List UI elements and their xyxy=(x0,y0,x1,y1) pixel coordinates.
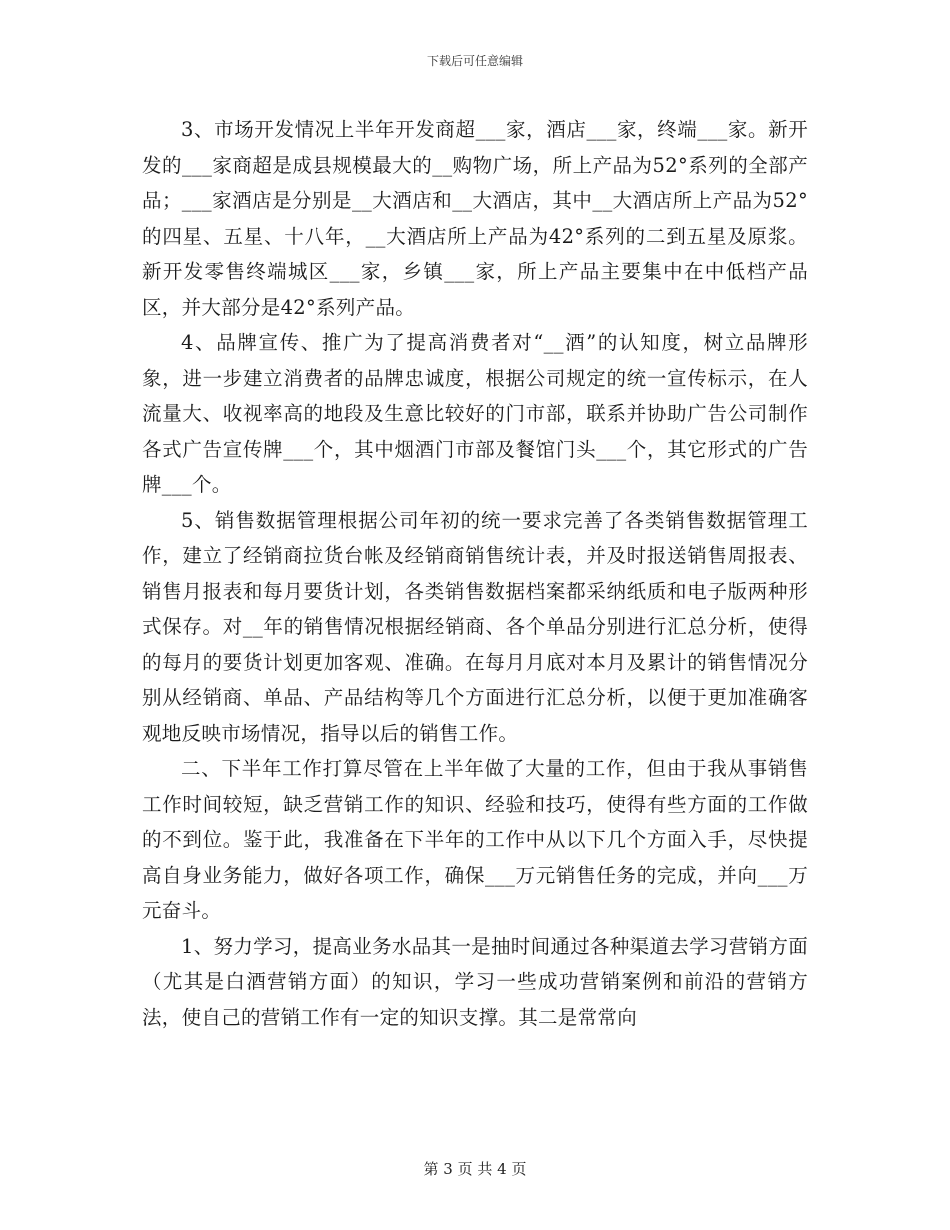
page-header-note: 下载后可任意编辑 xyxy=(426,54,523,68)
page-number: 第 3 页 共 4 页 xyxy=(423,1160,527,1178)
paragraph-brand-promotion: 4、品牌宣传、推广为了提高消费者对“__酒”的认知度，树立品牌形象，进一步建立消费者的品牌忠诚度，根据公司规定的统一宣传标示，在人流量大、收视率高的地段及生意比较好的门市部，联系并协助广告公司制作各式广告宣传牌___个，其中烟酒门市部及餐馆门头___个，其它形式的广告牌___个。 xyxy=(142,331,808,496)
paragraph-sales-data-management: 5、销售数据管理根据公司年初的统一要求完善了各类销售数据管理工作，建立了经销商拉货台帐及经销商销售统计表，并及时报送销售周报表、销售月报表和每月要货计划，各类销售数据档案都采纳纸质和电子版两种形式保存。对__年的销售情况根据经销商、各个单品分别进行汇总分析，使得的每月的要货计划更加客观、准确。在每月月底对本月及累计的销售情况分别从经销商、单品、产品结构等几个方面进行汇总分析，以便于更加准确客观地反映市场情况，指导以后的销售工作。 xyxy=(142,508,808,745)
document-body xyxy=(142,112,808,1035)
paragraph-market-development: 3、市场开发情况上半年开发商超___家，酒店___家，终端___家。新开发的___家商超是成县规模最大的__购物广场，所上产品为52°系列的全部产品；___家酒店是分别是__大酒店和__大酒店，其中__大酒店所上产品为52°的四星、五星、十八年，__大酒店所上产品为42°系列的二到五星及原浆。新开发零售终端城区___家，乡镇___家，所上产品主要集中在中低档产品区，并大部分是42°系列产品。 xyxy=(142,118,808,319)
paragraph-study-improve: 1、努力学习，提高业务水品其一是抽时间通过各种渠道去学习营销方面（尤其是白酒营销方面）的知识，学习一些成功营销案例和前沿的营销方法，使自己的营销工作有一定的知识支撑。其二是常常向 xyxy=(142,934,808,1029)
paragraph-second-half-plan: 二、下半年工作打算尽管在上半年做了大量的工作，但由于我从事销售工作时间较短，缺乏营销工作的知识、经验和技巧，使得有些方面的工作做的不到位。鉴于此，我准备在下半年的工作中从以下几个方面入手，尽快提高自身业务能力，做好各项工作，确保___万元销售任务的完成，并向___万元奋斗。 xyxy=(142,757,808,922)
